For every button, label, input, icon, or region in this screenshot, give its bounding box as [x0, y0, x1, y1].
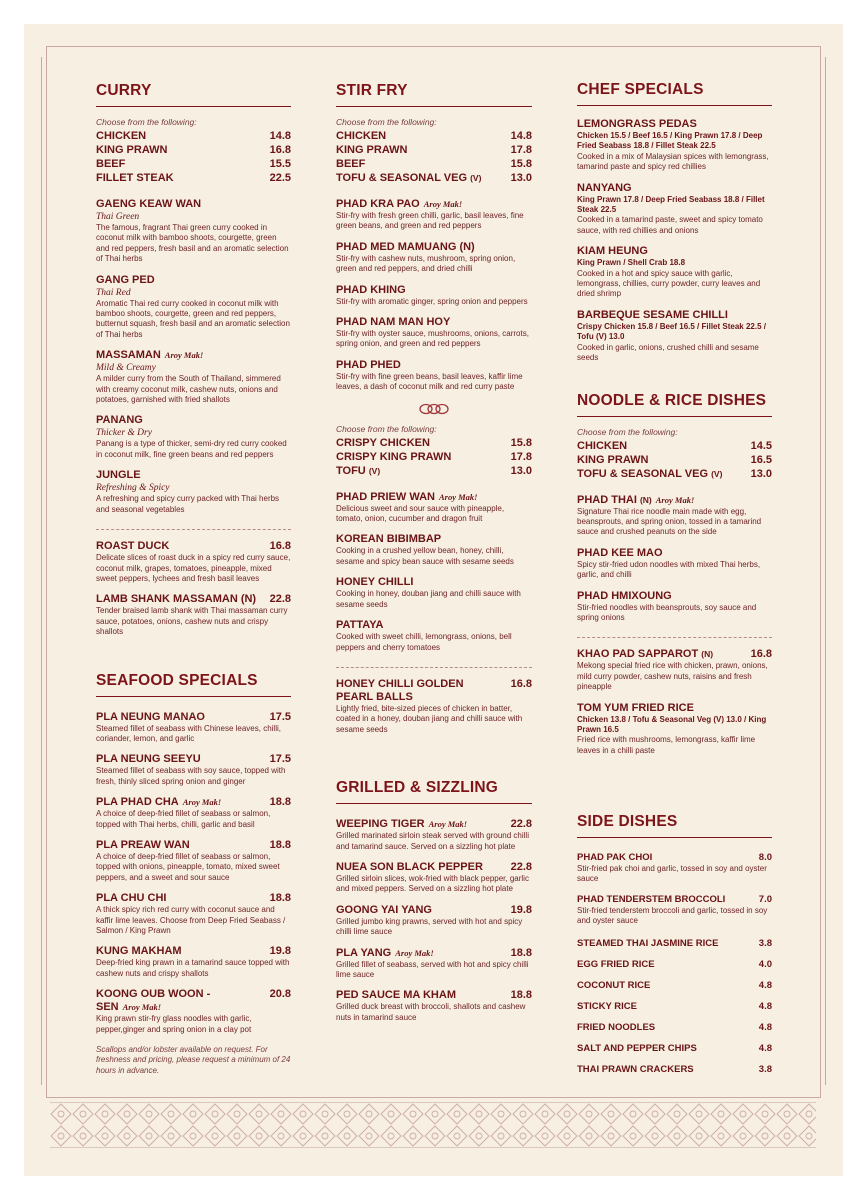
item-description: A choice of deep-fried fillet of seabass or salmon, topped with onions, pineapple, tomato, mixed sweet peppers, and a sweet and sour sauce — [96, 851, 280, 882]
item-price: 19.8 — [269, 945, 291, 958]
protein-name: TOFU & SEASONAL VEG — [336, 172, 468, 184]
menu-item — [336, 198, 532, 232]
menu-item — [96, 349, 291, 405]
item-name: KOONG OUB WOON -SEN — [96, 988, 211, 1014]
protein-name: TOFU — [336, 464, 366, 477]
noodle-title: NOODLE & RICE DISHES — [577, 392, 772, 417]
curry-title: CURRY — [96, 82, 291, 107]
aroy-mak-badge: Aroy Mak! — [395, 947, 434, 958]
item-description: Tender braised lamb shank with Thai massaman curry sauce, potatoes, onions, cashew nuts and crispy shallots — [96, 606, 288, 637]
item-subtitle: Refreshing & Spicy — [96, 483, 170, 494]
item-price: 18.8 — [510, 946, 532, 959]
protein-row — [336, 143, 532, 157]
item-name: LAMB SHANK MASSAMAN (N) — [96, 593, 257, 606]
knot-ornament-icon — [336, 403, 532, 418]
side-name: EGG FRIED RICE — [577, 958, 655, 970]
item-price: 22.8 — [510, 860, 532, 873]
protein-row — [577, 439, 772, 453]
protein-name: CHICKEN — [96, 130, 147, 142]
protein-price: 17.8 — [510, 450, 532, 463]
item-description: Stir-fry with cashew nuts, mushroom, spring onion, green and red peppers, and dried chilli — [336, 253, 516, 274]
item-name: TOM YUM FRIED RICE — [577, 701, 694, 714]
item-subtitle: Thai Red — [96, 287, 131, 298]
item-description: A milder curry from the South of Thailand, simmered with creamy coconut milk, cashew nuts, onions and potatoes, garnished with fried shallots — [96, 374, 281, 405]
protein-price: 13.0 — [510, 172, 532, 184]
item-name: PLA PREAW WAN — [96, 838, 190, 851]
item-name: GANG PED — [96, 273, 155, 286]
menu-item — [577, 182, 772, 237]
item-name: PATTAYA — [336, 619, 384, 632]
menu-item — [336, 678, 532, 735]
protein-row — [96, 129, 291, 143]
item-name: NANYANG — [577, 181, 632, 194]
side-item — [577, 1001, 772, 1013]
column-left — [96, 82, 291, 1076]
menu-item — [336, 359, 532, 393]
menu-item — [96, 796, 291, 830]
item-description: Stir-fry with fine green beans, basil leaves, kaffir lime leaves, a dash of coconut milk and red curry paste — [336, 371, 523, 392]
dashed-divider — [96, 529, 291, 530]
menu-item — [96, 839, 291, 883]
item-description: Cooked in a mix of Malaysian spices with lemongrass, tamarind paste and spicy red chillies — [577, 151, 769, 172]
item-price: 22.8 — [269, 593, 291, 606]
side-item — [577, 938, 772, 950]
item-description: Cooked in garlic, onions, crushed chilli and sesame seeds — [577, 342, 759, 363]
menu-item — [577, 309, 772, 364]
item-name: PLA NEUNG MANAO — [96, 710, 205, 723]
menu-item — [96, 469, 291, 515]
item-description: Cooking in honey, douban jiang and chilli sauce with sesame seeds — [336, 589, 521, 609]
item-name: BARBEQUE SESAME CHILLI — [577, 308, 728, 321]
stirfry-section — [336, 82, 532, 735]
item-subtitle: Thicker & Dry — [96, 428, 152, 439]
decorative-pattern-band — [50, 1102, 816, 1148]
item-subtitle: Mild & Creamy — [96, 363, 156, 374]
item-description: Spicy stir-fried udon noodles with mixed Thai herbs, garlic, and chilli — [577, 559, 761, 580]
side-price: 7.0 — [758, 893, 772, 905]
item-description: Cooking in a crushed yellow bean, honey, chilli, sesame and spicy bean sauce with sesame seeds — [336, 546, 514, 566]
menu-item — [336, 284, 532, 307]
noodle-section — [577, 392, 772, 757]
protein-row — [336, 171, 532, 185]
side-price: 3.8 — [758, 937, 772, 949]
column-right — [577, 81, 772, 1075]
protein-name: KING PRAWN — [96, 144, 168, 156]
stirfry-choose-note: Choose from the following: — [336, 117, 437, 127]
protein-row — [96, 171, 291, 185]
item-name: PHAD THAI — [577, 493, 637, 506]
item-description: Stir-fry with aromatic ginger, spring onion and peppers — [336, 296, 528, 306]
item-name: PHAD MED MAMUANG (N) — [336, 240, 475, 253]
protein-row — [336, 436, 532, 450]
item-options: Crispy Chicken 15.8 / Beef 16.5 / Fillet Steak 22.5 / Tofu (V) 13.0 — [577, 321, 766, 342]
protein-price: 13.0 — [510, 464, 532, 477]
item-name: PHAD KHING — [336, 283, 406, 296]
protein-name: FILLET STEAK — [96, 172, 174, 184]
protein-price: 16.5 — [750, 453, 772, 466]
menu-item — [336, 947, 532, 981]
stirfry-choose-note-2: Choose from the following: — [336, 423, 437, 434]
protein-price: 16.8 — [269, 144, 291, 156]
item-name: KUNG MAKHAM — [96, 945, 182, 958]
item-description: Delicate slices of roast duck in a spicy red curry sauce, coconut milk, grapes, tomatoes, pineapple, mixed sweet peppers, lychees and fresh basil leaves — [96, 553, 291, 583]
protein-price: 22.5 — [269, 172, 291, 184]
curry-section — [96, 82, 291, 638]
menu-item — [96, 274, 291, 341]
item-description: Stir-fried noodles with beansprouts, soy sauce and spring onions — [577, 602, 757, 622]
item-name: PHAD KEE MAO — [577, 546, 663, 559]
side-price: 8.0 — [758, 852, 772, 863]
menu-item — [577, 702, 772, 757]
side-name: PHAD PAK CHOI — [577, 852, 653, 863]
item-options: Chicken 15.5 / Beef 16.5 / King Prawn 17.8 / Deep Fried Seabass 18.8 / Fillet Steak 22.5 — [577, 131, 763, 151]
noodle-choose-note: Choose from the following: — [577, 426, 678, 437]
protein-name: CRISPY KING PRAWN — [336, 450, 452, 463]
item-name: PHAD PHED — [336, 358, 401, 371]
item-price: 16.8 — [269, 540, 291, 553]
protein-row — [96, 143, 291, 157]
side-price: 4.8 — [758, 979, 772, 991]
item-description: Lightly fried, bite-sized pieces of chicken in batter, coated in a honey, douban jiang and chilli sauce with sesame seeds — [336, 703, 523, 734]
aroy-mak-badge: Aroy Mak! — [439, 491, 478, 502]
side-description: Stir-fried pak choi and garlic, tossed in soy and oyster sauce — [577, 864, 767, 884]
menu-item — [577, 547, 772, 581]
item-name: LEMONGRASS PEDAS — [577, 118, 697, 130]
diet-tag: (V) — [368, 465, 381, 476]
curry-choose-note: Choose from the following: — [96, 117, 197, 127]
diet-tag: (N) — [639, 494, 652, 505]
menu-item — [577, 648, 772, 692]
protein-name: CHICKEN — [577, 439, 628, 452]
protein-name: CRISPY CHICKEN — [336, 436, 430, 449]
item-name: PHAD HMIXOUNG — [577, 589, 672, 602]
side-item — [577, 1043, 772, 1055]
protein-row — [577, 467, 772, 481]
side-name: STICKY RICE — [577, 1000, 638, 1012]
protein-name: TOFU & SEASONAL VEG — [577, 467, 709, 480]
item-price: 20.8 — [269, 988, 291, 1001]
item-name: ROAST DUCK — [96, 540, 170, 553]
side-name: FRIED NOODLES — [577, 1021, 656, 1033]
item-price: 18.8 — [269, 838, 291, 851]
diet-tag: (N) — [701, 649, 714, 660]
item-name: GAENG KEAW WAN — [96, 198, 202, 210]
item-options: King Prawn 17.8 / Deep Fried Seabass 18.8 / Fillet Steak 22.5 — [577, 194, 765, 215]
item-description: King prawn stir-fry glass noodles with garlic, pepper,ginger and spring onion in a clay pot — [96, 1014, 252, 1034]
item-description: A refreshing and spicy curry packed with Thai herbs and seasonal vegetables — [96, 494, 280, 514]
chef-section — [577, 81, 772, 364]
protein-price: 15.8 — [510, 436, 532, 449]
menu-item — [96, 892, 291, 936]
protein-row — [96, 157, 291, 171]
menu-item — [577, 245, 772, 300]
side-name: SALT AND PEPPER CHIPS — [577, 1042, 697, 1054]
side-item — [577, 852, 772, 864]
item-name: PANANG — [96, 414, 143, 427]
item-price: 17.5 — [269, 710, 291, 723]
menu-item — [336, 576, 532, 610]
protein-price: 14.5 — [750, 439, 772, 452]
protein-price: 17.8 — [510, 144, 532, 156]
seafood-title: SEAFOOD SPECIALS — [96, 672, 291, 697]
side-item — [577, 894, 772, 906]
protein-name: BEEF — [336, 158, 366, 170]
protein-name: KING PRAWN — [577, 453, 649, 466]
side-description: Stir-fried tenderstem broccoli and garlic, tossed in soy and oyster sauce — [577, 905, 768, 926]
menu-item — [336, 533, 532, 567]
menu-item — [96, 593, 291, 637]
menu-item — [96, 540, 291, 584]
aroy-mak-badge: Aroy Mak! — [423, 199, 463, 209]
dashed-divider — [577, 637, 772, 638]
item-price: 18.8 — [269, 892, 291, 905]
item-options: King Prawn / Shell Crab 18.8 — [577, 258, 686, 268]
side-section — [577, 813, 772, 1076]
protein-price: 14.8 — [510, 130, 532, 142]
item-description: Grilled duck breast with broccoli, shallots and cashew nuts in tamarind sauce — [336, 1002, 526, 1022]
side-title: SIDE DISHES — [577, 813, 772, 838]
item-description: Grilled fillet of seabass, served with hot and spicy chilli lime sauce — [336, 959, 529, 979]
menu-item — [336, 241, 532, 275]
item-description: Grilled marinated sirloin steak served with ground chilli and tamarind sauce. Served on a sizzling hot plate — [336, 831, 529, 851]
item-description: Grilled sirloin slices, wok-fried with black pepper, garlic and mixed peppers. Served on a sizzling hot plate — [336, 873, 529, 894]
item-price: 18.8 — [269, 796, 291, 809]
protein-row — [336, 450, 532, 464]
item-name: WEEPING TIGER — [336, 818, 425, 831]
menu-item — [96, 988, 291, 1035]
protein-price: 14.8 — [269, 130, 291, 142]
item-description: Mekong special fried rice with chicken, prawn, onions, mild curry powder, cashew nuts, raisins and fresh pineapple — [577, 661, 768, 692]
side-name: THAI PRAWN CRACKERS — [577, 1063, 694, 1075]
menu-item — [577, 118, 772, 173]
side-price: 4.8 — [758, 1021, 772, 1033]
item-description: Stir-fry with fresh green chilli, garlic, basil leaves, fine green beans, and green and red peppers — [336, 211, 524, 231]
protein-row — [336, 129, 532, 143]
side-price: 4.8 — [758, 1000, 772, 1012]
grilled-section — [336, 779, 532, 1023]
menu-item — [336, 904, 532, 938]
menu-item — [577, 590, 772, 624]
aroy-mak-badge: Aroy Mak! — [182, 797, 222, 808]
item-description: Panang is a type of thicker, semi-dry red curry cooked in coconut milk, fine green beans and red peppers — [96, 439, 287, 459]
item-description: Signature Thai rice noodle main made with egg, beansprouts, and spring onion, tossed in a tamarind sauce and crushed peanuts on the side — [577, 506, 762, 537]
item-description: Grilled jumbo king prawns, served with hot and spicy chilli lime sauce — [336, 916, 523, 937]
item-name: HONEY CHILLI — [336, 576, 414, 589]
protein-row — [336, 464, 532, 478]
item-description: Steamed fillet of seabass with Chinese leaves, chilli, coriander, lemon, and garlic — [96, 723, 281, 743]
item-name: PLA CHU CHI — [96, 892, 167, 905]
item-description: Delicious sweet and sour sauce with pineapple, tomato, onion, cucumber and dragon fruit — [336, 503, 505, 524]
item-price: 22.8 — [510, 818, 532, 831]
item-name: NUEA SON BLACK PEPPER — [336, 860, 483, 873]
item-description: Fried rice with mushrooms, lemongrass, kaffir lime leaves in a chilli paste — [577, 735, 756, 755]
menu-item — [96, 711, 291, 745]
item-description: Aromatic Thai red curry cooked in coconut milk with bamboo shoots, courgette, green and red peppers, butternut squash, fresh basil and an aromatic selection of Thai herbs — [96, 298, 290, 339]
protein-name: BEEF — [96, 158, 126, 170]
side-price: 4.0 — [758, 958, 772, 970]
item-name: PHAD NAM MAN HOY — [336, 316, 451, 329]
protein-row — [336, 157, 532, 171]
item-name: KHAO PAD SAPPAROT — [577, 648, 699, 661]
item-name: HONEY CHILLI GOLDEN PEARL BALLS — [336, 677, 464, 703]
protein-price: 15.8 — [510, 158, 532, 170]
item-name: KIAM HEUNG — [577, 245, 648, 258]
menu-item — [96, 753, 291, 787]
menu-item — [336, 818, 532, 852]
diet-tag: (V) — [711, 468, 723, 479]
item-description: A choice of deep-fried fillet of seabass or salmon, topped with Thai herbs, chilli, garlic and basil — [96, 809, 271, 829]
menu-item — [96, 414, 291, 460]
menu-item — [336, 861, 532, 895]
side-item — [577, 1064, 772, 1076]
item-name: MASSAMAN — [96, 349, 161, 362]
item-name: PHAD KRA PAO — [336, 198, 420, 210]
item-name: PLA YANG — [336, 946, 392, 959]
item-price: 19.8 — [510, 903, 532, 916]
side-item — [577, 1022, 772, 1034]
menu-item — [96, 945, 291, 979]
side-item — [577, 980, 772, 992]
item-name: PLA PHAD CHA — [96, 796, 179, 809]
protein-price: 15.5 — [269, 158, 291, 170]
item-price: 16.8 — [750, 648, 772, 661]
item-description: Cooked in a hot and spicy sauce with garlic, lemongrass, chillies, curry powder, curry leaves and dried shrimp — [577, 268, 761, 299]
item-description: Cooked in a tamarind paste, sweet and spicy tomato sauce, with red chillies and onions — [577, 215, 763, 235]
item-description: Deep-fried king prawn in a tamarind sauce topped with cashew nuts and crispy shallots — [96, 958, 290, 978]
dashed-divider — [336, 667, 532, 668]
item-options: Chicken 13.8 / Tofu & Seasonal Veg (V) 13.0 / King Prawn 16.5 — [577, 714, 767, 734]
aroy-mak-badge: Aroy Mak! — [122, 1002, 162, 1013]
menu-item — [577, 494, 772, 538]
item-name: PHAD PRIEW WAN — [336, 490, 435, 503]
grilled-title: GRILLED & SIZZLING — [336, 779, 532, 804]
aroy-mak-badge: Aroy Mak! — [655, 494, 695, 505]
curry-protein-list — [96, 129, 291, 185]
item-name: PLA NEUNG SEEYU — [96, 753, 201, 766]
menu-item — [336, 989, 532, 1023]
protein-row — [577, 453, 772, 467]
side-item — [577, 959, 772, 971]
aroy-mak-badge: Aroy Mak! — [428, 819, 468, 830]
stirfry-title: STIR FRY — [336, 82, 532, 107]
protein-price: 13.0 — [750, 467, 772, 480]
protein-name: CHICKEN — [336, 130, 387, 142]
protein-name: KING PRAWN — [336, 144, 408, 156]
menu-item — [336, 619, 532, 653]
side-price: 4.8 — [758, 1042, 772, 1054]
item-name: KOREAN BIBIMBAP — [336, 533, 442, 546]
item-description: Steamed fillet of seabass with soy sauce, topped with fresh, thinly sliced spring onion and ginger — [96, 766, 286, 786]
item-price: 16.8 — [510, 677, 532, 690]
item-price: 18.8 — [510, 989, 532, 1002]
item-name: GOONG YAI YANG — [336, 903, 432, 916]
item-name: JUNGLE — [96, 469, 141, 482]
menu-item — [336, 316, 532, 350]
item-description: Stir-fry with oyster sauce, mushrooms, onions, carrots, spring onion, and green and red peppers — [336, 329, 529, 349]
chef-title: CHEF SPECIALS — [577, 81, 772, 106]
seafood-section — [96, 672, 291, 1077]
item-name: PED SAUCE MA KHAM — [336, 989, 456, 1002]
side-name: COCONUT RICE — [577, 979, 651, 991]
aroy-mak-badge: Aroy Mak! — [164, 350, 204, 361]
menu-item — [96, 198, 291, 265]
side-name: PHAD TENDERSTEM BROCCOLI — [577, 893, 726, 905]
item-description: A thick spicy rich red curry with coconut sauce and kaffir lime leaves. Choose from Deep Fried Seabass / Salmon / King Prawn — [96, 905, 286, 935]
item-price: 17.5 — [269, 753, 291, 766]
column-middle — [336, 82, 532, 1023]
item-subtitle: Thai Green — [96, 212, 140, 222]
diet-tag: (V) — [470, 173, 482, 183]
item-description: The famous, fragrant Thai green curry cooked in coconut milk with bamboo shoots, courgette, green and red peppers, fresh basil and an aromatic selection of Thai herbs — [96, 223, 289, 264]
menu-item — [336, 491, 532, 525]
item-description: Cooked with sweet chilli, lemongrass, onions, bell peppers and cherry tomatoes — [336, 632, 512, 652]
seafood-note: Scallops and/or lobster available on request. For freshness and pricing, please request a minimum of 24 hours in advance. — [96, 1045, 291, 1075]
side-price: 3.8 — [758, 1063, 772, 1075]
side-name: STEAMED THAI JASMINE RICE — [577, 937, 719, 949]
